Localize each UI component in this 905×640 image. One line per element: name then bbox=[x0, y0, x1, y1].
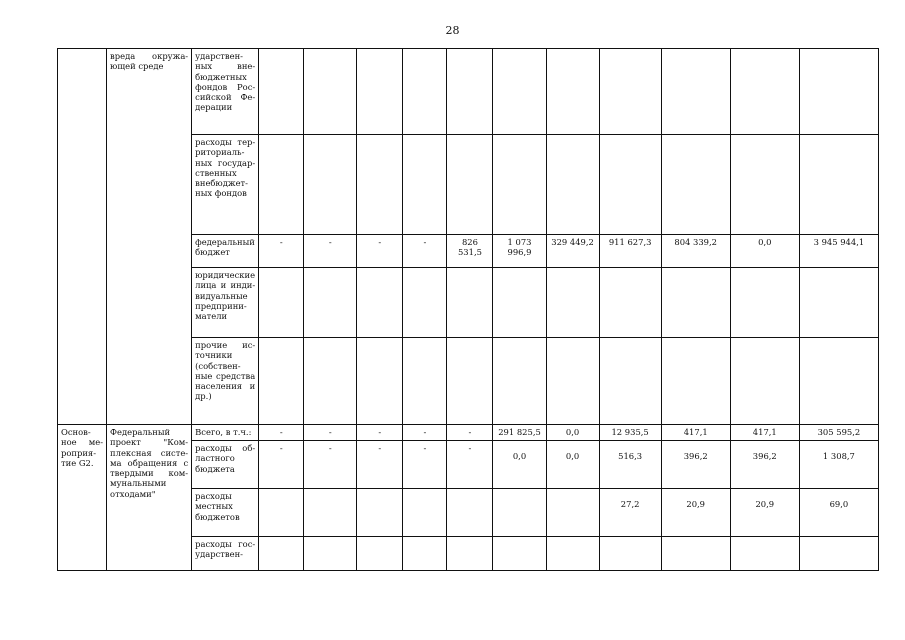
value-cell: 12 935,5 bbox=[599, 425, 661, 441]
value-cell: 516,3 bbox=[599, 441, 661, 489]
funding-source-label: расходы местных бюджетов bbox=[192, 489, 259, 537]
value-cell: 20,9 bbox=[730, 489, 799, 537]
block1-measure-cell bbox=[58, 49, 107, 425]
value-cell: 826 531,5 bbox=[447, 235, 493, 268]
value-cell bbox=[304, 537, 357, 571]
value-cell bbox=[447, 489, 493, 537]
value-cell: 911 627,3 bbox=[599, 235, 661, 268]
funding-source-label: Всего, в т.ч.: bbox=[192, 425, 259, 441]
table-row bbox=[58, 425, 879, 441]
value-cell: 0,0 bbox=[546, 441, 599, 489]
value-cell bbox=[546, 338, 599, 425]
value-cell: 69,0 bbox=[799, 489, 878, 537]
block2-project-cell: Федеральный проект "Ком-плексная систе-ма обращения с твердыми ком-мунальными отходами" bbox=[107, 425, 192, 571]
value-cell bbox=[599, 268, 661, 338]
value-cell: 417,1 bbox=[661, 425, 730, 441]
value-cell bbox=[403, 135, 447, 235]
value-cell: 417,1 bbox=[730, 425, 799, 441]
value-cell bbox=[546, 135, 599, 235]
funding-source-label: федеральный бюджет bbox=[192, 235, 259, 268]
value-cell bbox=[259, 268, 304, 338]
funding-source-label: расходы об-ластного бюджета bbox=[192, 441, 259, 489]
value-cell bbox=[599, 537, 661, 571]
value-cell bbox=[546, 537, 599, 571]
value-cell bbox=[357, 338, 403, 425]
value-cell bbox=[799, 338, 878, 425]
value-cell bbox=[799, 49, 878, 135]
funding-source-label: юридические лица и инди-видуальные предприни-матели bbox=[192, 268, 259, 338]
value-cell bbox=[730, 537, 799, 571]
value-cell bbox=[493, 268, 546, 338]
value-cell bbox=[403, 537, 447, 571]
value-cell bbox=[546, 268, 599, 338]
value-cell bbox=[304, 49, 357, 135]
value-cell bbox=[259, 489, 304, 537]
value-cell: - bbox=[447, 441, 493, 489]
value-cell: - bbox=[259, 235, 304, 268]
value-cell: 0,0 bbox=[730, 235, 799, 268]
value-cell: 329 449,2 bbox=[546, 235, 599, 268]
value-cell bbox=[304, 135, 357, 235]
value-cell bbox=[493, 537, 546, 571]
value-cell bbox=[403, 489, 447, 537]
value-cell bbox=[799, 135, 878, 235]
value-cell bbox=[304, 338, 357, 425]
value-cell: 804 339,2 bbox=[661, 235, 730, 268]
funding-source-label: прочие ис-точники (собствен-ные средства населения и др.) bbox=[192, 338, 259, 425]
value-cell bbox=[661, 268, 730, 338]
value-cell bbox=[730, 135, 799, 235]
table-body bbox=[58, 49, 879, 571]
value-cell bbox=[357, 49, 403, 135]
value-cell bbox=[730, 338, 799, 425]
value-cell bbox=[259, 49, 304, 135]
value-cell: - bbox=[304, 425, 357, 441]
block1-project-cell: вреда окружа-ющей среде bbox=[107, 49, 192, 425]
value-cell bbox=[403, 49, 447, 135]
value-cell: - bbox=[357, 425, 403, 441]
value-cell: - bbox=[357, 235, 403, 268]
value-cell bbox=[357, 537, 403, 571]
value-cell: - bbox=[447, 425, 493, 441]
funding-source-label: расходы тер-риториаль-ных государ-ственных внебюджет-ных фондов bbox=[192, 135, 259, 235]
value-cell bbox=[403, 338, 447, 425]
value-cell bbox=[357, 489, 403, 537]
funding-source-label: расходы гос-ударствен- bbox=[192, 537, 259, 571]
value-cell: - bbox=[403, 441, 447, 489]
value-cell: - bbox=[304, 235, 357, 268]
value-cell: 1 073 996,9 bbox=[493, 235, 546, 268]
value-cell bbox=[259, 338, 304, 425]
value-cell bbox=[599, 135, 661, 235]
value-cell bbox=[661, 135, 730, 235]
value-cell bbox=[447, 268, 493, 338]
value-cell bbox=[357, 135, 403, 235]
value-cell: 0,0 bbox=[546, 425, 599, 441]
value-cell bbox=[304, 489, 357, 537]
value-cell bbox=[730, 268, 799, 338]
value-cell: 396,2 bbox=[730, 441, 799, 489]
value-cell bbox=[599, 338, 661, 425]
value-cell bbox=[357, 268, 403, 338]
value-cell bbox=[304, 268, 357, 338]
value-cell: 396,2 bbox=[661, 441, 730, 489]
value-cell bbox=[661, 49, 730, 135]
value-cell: - bbox=[259, 441, 304, 489]
funding-source-label: ударствен-ных вне-бюджетных фондов Рос-сийской Фе-дерации bbox=[192, 49, 259, 135]
value-cell bbox=[259, 537, 304, 571]
value-cell bbox=[493, 135, 546, 235]
value-cell bbox=[493, 49, 546, 135]
value-cell bbox=[546, 49, 599, 135]
table-row bbox=[58, 49, 879, 135]
value-cell: 27,2 bbox=[599, 489, 661, 537]
value-cell bbox=[447, 49, 493, 135]
block2-measure-cell: Основ-ное ме-роприя-тие G2. bbox=[58, 425, 107, 571]
value-cell bbox=[447, 338, 493, 425]
value-cell: - bbox=[304, 441, 357, 489]
value-cell: - bbox=[259, 425, 304, 441]
value-cell bbox=[799, 537, 878, 571]
value-cell: 20,9 bbox=[661, 489, 730, 537]
value-cell bbox=[447, 537, 493, 571]
value-cell bbox=[259, 135, 304, 235]
value-cell bbox=[447, 135, 493, 235]
budget-table bbox=[57, 48, 879, 571]
value-cell: 1 308,7 bbox=[799, 441, 878, 489]
value-cell bbox=[403, 268, 447, 338]
value-cell bbox=[493, 338, 546, 425]
value-cell bbox=[730, 49, 799, 135]
value-cell bbox=[661, 537, 730, 571]
value-cell: - bbox=[357, 441, 403, 489]
page-number: 28 bbox=[445, 24, 460, 37]
value-cell: 3 945 944,1 bbox=[799, 235, 878, 268]
value-cell: 305 595,2 bbox=[799, 425, 878, 441]
value-cell: - bbox=[403, 425, 447, 441]
value-cell: 291 825,5 bbox=[493, 425, 546, 441]
value-cell bbox=[599, 49, 661, 135]
value-cell: - bbox=[403, 235, 447, 268]
value-cell: 0,0 bbox=[493, 441, 546, 489]
value-cell bbox=[493, 489, 546, 537]
value-cell bbox=[799, 268, 878, 338]
value-cell bbox=[661, 338, 730, 425]
value-cell bbox=[546, 489, 599, 537]
